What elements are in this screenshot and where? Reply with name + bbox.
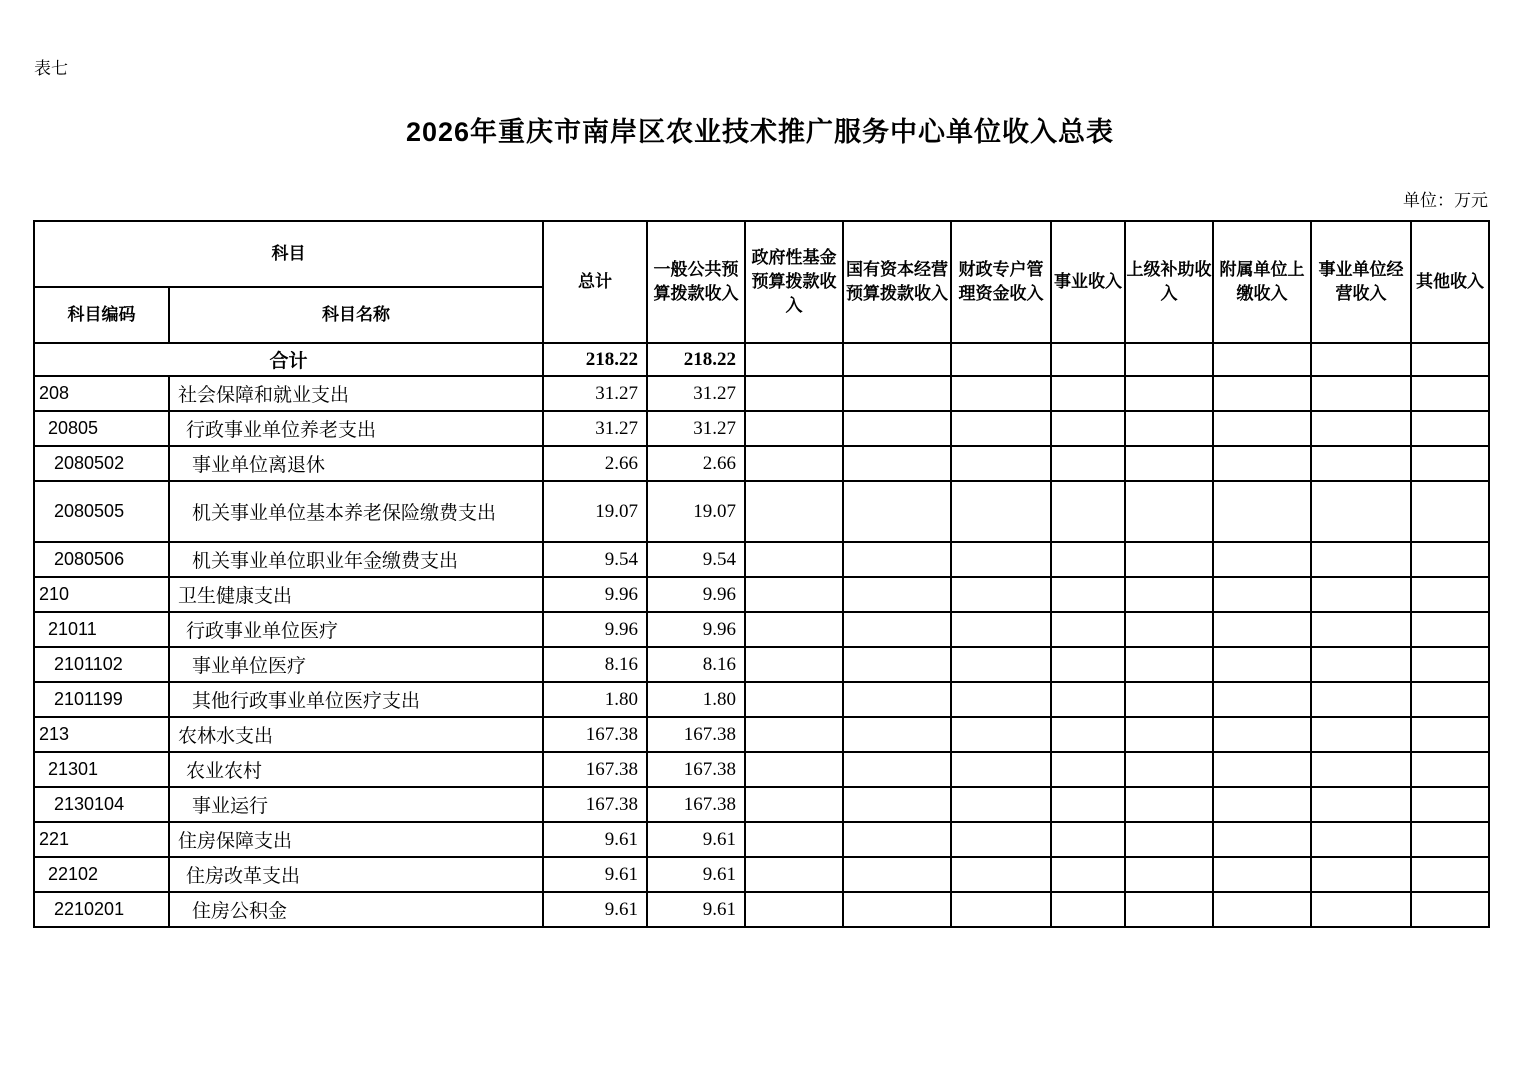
- empty-value-cell: [951, 542, 1051, 577]
- subject-name-cell: 行政事业单位医疗: [169, 612, 543, 647]
- empty-value-cell: [1051, 411, 1125, 446]
- value-cell: 9.61: [543, 857, 647, 892]
- empty-value-cell: [1411, 857, 1489, 892]
- empty-value-cell: [843, 682, 951, 717]
- empty-value-cell: [1411, 343, 1489, 376]
- empty-value-cell: [843, 752, 951, 787]
- header-business-income: 事业收入: [1051, 221, 1125, 343]
- page-title: 2026年重庆市南岸区农业技术推广服务中心单位收入总表: [405, 117, 1115, 147]
- empty-value-cell: [1125, 612, 1213, 647]
- value-cell: 19.07: [543, 481, 647, 542]
- header-general-budget-income: 一般公共预算拨款收入: [647, 221, 745, 343]
- empty-value-cell: [745, 717, 843, 752]
- empty-value-cell: [1051, 717, 1125, 752]
- empty-value-cell: [843, 647, 951, 682]
- empty-value-cell: [1311, 787, 1411, 822]
- value-cell: 9.61: [543, 822, 647, 857]
- value-cell: 167.38: [543, 752, 647, 787]
- empty-value-cell: [745, 612, 843, 647]
- value-cell: 9.96: [543, 612, 647, 647]
- empty-value-cell: [1125, 411, 1213, 446]
- table-number-label: 表七: [34, 59, 68, 78]
- empty-value-cell: [1213, 446, 1311, 481]
- empty-value-cell: [1213, 892, 1311, 927]
- empty-value-cell: [1411, 787, 1489, 822]
- empty-value-cell: [1213, 542, 1311, 577]
- empty-value-cell: [1213, 577, 1311, 612]
- empty-value-cell: [1125, 542, 1213, 577]
- empty-value-cell: [1213, 857, 1311, 892]
- empty-value-cell: [1125, 857, 1213, 892]
- header-state-capital-income: 国有资本经营预算拨款收入: [843, 221, 951, 343]
- header-superior-subsidy-income: 上级补助收入: [1125, 221, 1213, 343]
- table-row: [34, 542, 1489, 577]
- empty-value-cell: [745, 857, 843, 892]
- value-cell: 9.61: [543, 892, 647, 927]
- table-row: [34, 682, 1489, 717]
- subject-name-cell: 事业单位离退休: [169, 446, 543, 481]
- empty-value-cell: [1311, 577, 1411, 612]
- table-row: [34, 857, 1489, 892]
- empty-value-cell: [843, 892, 951, 927]
- empty-value-cell: [1311, 376, 1411, 411]
- empty-value-cell: [745, 682, 843, 717]
- empty-value-cell: [745, 343, 843, 376]
- table-row: [34, 822, 1489, 857]
- table-row: [34, 787, 1489, 822]
- value-cell: 1.80: [543, 682, 647, 717]
- empty-value-cell: [1311, 647, 1411, 682]
- empty-value-cell: [843, 481, 951, 542]
- subject-code-cell: 2210201: [34, 892, 169, 927]
- subject-code-cell: 20805: [34, 411, 169, 446]
- empty-value-cell: [1051, 343, 1125, 376]
- empty-value-cell: [745, 752, 843, 787]
- subject-code-cell: 2101102: [34, 647, 169, 682]
- empty-value-cell: [1411, 892, 1489, 927]
- empty-value-cell: [1051, 612, 1125, 647]
- empty-value-cell: [1411, 376, 1489, 411]
- empty-value-cell: [1411, 446, 1489, 481]
- empty-value-cell: [1213, 682, 1311, 717]
- empty-value-cell: [843, 612, 951, 647]
- table-row: [34, 481, 1489, 542]
- value-cell: 9.96: [543, 577, 647, 612]
- value-cell: 9.96: [647, 577, 745, 612]
- empty-value-cell: [843, 717, 951, 752]
- empty-value-cell: [1051, 577, 1125, 612]
- empty-value-cell: [951, 446, 1051, 481]
- empty-value-cell: [1051, 892, 1125, 927]
- value-cell: 31.27: [647, 376, 745, 411]
- summary-label-cell: 合计: [34, 343, 543, 376]
- empty-value-cell: [745, 411, 843, 446]
- empty-value-cell: [1051, 822, 1125, 857]
- empty-value-cell: [951, 411, 1051, 446]
- empty-value-cell: [1051, 787, 1125, 822]
- empty-value-cell: [951, 752, 1051, 787]
- subject-name-cell: 农业农村: [169, 752, 543, 787]
- income-summary-table: [33, 220, 1490, 928]
- empty-value-cell: [951, 481, 1051, 542]
- empty-value-cell: [1213, 612, 1311, 647]
- empty-value-cell: [1125, 717, 1213, 752]
- empty-value-cell: [1125, 787, 1213, 822]
- value-cell: 19.07: [647, 481, 745, 542]
- table-row: [34, 411, 1489, 446]
- value-cell: 8.16: [543, 647, 647, 682]
- empty-value-cell: [1311, 857, 1411, 892]
- value-cell: 218.22: [647, 343, 745, 376]
- empty-value-cell: [745, 542, 843, 577]
- empty-value-cell: [951, 376, 1051, 411]
- value-cell: 9.61: [647, 822, 745, 857]
- empty-value-cell: [1051, 857, 1125, 892]
- empty-value-cell: [1311, 542, 1411, 577]
- empty-value-cell: [1411, 612, 1489, 647]
- empty-value-cell: [1125, 822, 1213, 857]
- empty-value-cell: [1051, 682, 1125, 717]
- empty-value-cell: [843, 577, 951, 612]
- subject-code-cell: 2080506: [34, 542, 169, 577]
- empty-value-cell: [1411, 577, 1489, 612]
- empty-value-cell: [1213, 376, 1311, 411]
- empty-value-cell: [843, 446, 951, 481]
- empty-value-cell: [843, 787, 951, 822]
- subject-code-cell: 213: [34, 717, 169, 752]
- empty-value-cell: [951, 857, 1051, 892]
- empty-value-cell: [1213, 481, 1311, 542]
- empty-value-cell: [1125, 647, 1213, 682]
- subject-name-cell: 机关事业单位职业年金缴费支出: [169, 542, 543, 577]
- header-operating-income: 事业单位经营收入: [1311, 221, 1411, 343]
- table-row: [34, 892, 1489, 927]
- empty-value-cell: [745, 481, 843, 542]
- empty-value-cell: [951, 822, 1051, 857]
- empty-value-cell: [1125, 752, 1213, 787]
- header-fiscal-account-income: 财政专户管理资金收入: [951, 221, 1051, 343]
- empty-value-cell: [843, 376, 951, 411]
- subject-name-cell: 其他行政事业单位医疗支出: [169, 682, 543, 717]
- subject-code-cell: 208: [34, 376, 169, 411]
- empty-value-cell: [1311, 752, 1411, 787]
- header-affiliated-unit-income: 附属单位上缴收入: [1213, 221, 1311, 343]
- value-cell: 9.96: [647, 612, 745, 647]
- subject-name-cell: 卫生健康支出: [169, 577, 543, 612]
- subject-name-cell: 社会保障和就业支出: [169, 376, 543, 411]
- value-cell: 167.38: [647, 717, 745, 752]
- empty-value-cell: [1311, 892, 1411, 927]
- subject-code-cell: 210: [34, 577, 169, 612]
- empty-value-cell: [1125, 682, 1213, 717]
- subject-code-cell: 221: [34, 822, 169, 857]
- empty-value-cell: [1051, 376, 1125, 411]
- empty-value-cell: [745, 577, 843, 612]
- table-row: [34, 446, 1489, 481]
- value-cell: 167.38: [543, 717, 647, 752]
- empty-value-cell: [1311, 682, 1411, 717]
- empty-value-cell: [1125, 376, 1213, 411]
- subject-name-cell: 行政事业单位养老支出: [169, 411, 543, 446]
- empty-value-cell: [1311, 822, 1411, 857]
- empty-value-cell: [1311, 411, 1411, 446]
- empty-value-cell: [745, 376, 843, 411]
- subject-name-cell: 事业运行: [169, 787, 543, 822]
- value-cell: 8.16: [647, 647, 745, 682]
- value-cell: 2.66: [647, 446, 745, 481]
- empty-value-cell: [843, 822, 951, 857]
- header-total: 总计: [543, 221, 647, 343]
- header-subject-group: 科目: [34, 221, 543, 287]
- value-cell: 9.54: [647, 542, 745, 577]
- value-cell: 31.27: [647, 411, 745, 446]
- empty-value-cell: [1311, 717, 1411, 752]
- empty-value-cell: [1125, 577, 1213, 612]
- header-subject-code: 科目编码: [34, 287, 169, 343]
- table-row: [34, 343, 1489, 376]
- empty-value-cell: [1411, 752, 1489, 787]
- subject-name-cell: 住房公积金: [169, 892, 543, 927]
- empty-value-cell: [1213, 787, 1311, 822]
- empty-value-cell: [1411, 481, 1489, 542]
- empty-value-cell: [951, 787, 1051, 822]
- subject-code-cell: 21301: [34, 752, 169, 787]
- empty-value-cell: [1213, 343, 1311, 376]
- table-row: [34, 752, 1489, 787]
- value-cell: 9.61: [647, 892, 745, 927]
- subject-name-cell: 机关事业单位基本养老保险缴费支出: [169, 481, 543, 542]
- empty-value-cell: [745, 822, 843, 857]
- empty-value-cell: [951, 577, 1051, 612]
- empty-value-cell: [745, 787, 843, 822]
- empty-value-cell: [1051, 752, 1125, 787]
- header-other-income: 其他收入: [1411, 221, 1489, 343]
- subject-name-cell: 住房保障支出: [169, 822, 543, 857]
- header-gov-fund-income: 政府性基金预算拨款收入: [745, 221, 843, 343]
- empty-value-cell: [1051, 542, 1125, 577]
- value-cell: 1.80: [647, 682, 745, 717]
- empty-value-cell: [1411, 717, 1489, 752]
- subject-code-cell: 22102: [34, 857, 169, 892]
- empty-value-cell: [1311, 446, 1411, 481]
- empty-value-cell: [1411, 647, 1489, 682]
- empty-value-cell: [951, 682, 1051, 717]
- value-cell: 167.38: [647, 752, 745, 787]
- empty-value-cell: [1411, 822, 1489, 857]
- empty-value-cell: [1411, 411, 1489, 446]
- empty-value-cell: [1051, 446, 1125, 481]
- empty-value-cell: [1311, 612, 1411, 647]
- table-row: [34, 612, 1489, 647]
- empty-value-cell: [951, 647, 1051, 682]
- table-row: [34, 717, 1489, 752]
- empty-value-cell: [1311, 481, 1411, 542]
- empty-value-cell: [1213, 752, 1311, 787]
- empty-value-cell: [1213, 647, 1311, 682]
- subject-code-cell: 21011: [34, 612, 169, 647]
- value-cell: 2.66: [543, 446, 647, 481]
- value-cell: 31.27: [543, 376, 647, 411]
- empty-value-cell: [1411, 682, 1489, 717]
- empty-value-cell: [951, 612, 1051, 647]
- unit-label: 单位：万元: [1403, 191, 1488, 210]
- value-cell: 167.38: [647, 787, 745, 822]
- empty-value-cell: [951, 717, 1051, 752]
- empty-value-cell: [1411, 542, 1489, 577]
- table-row: [34, 647, 1489, 682]
- value-cell: 31.27: [543, 411, 647, 446]
- subject-code-cell: 2080505: [34, 481, 169, 542]
- subject-code-cell: 2080502: [34, 446, 169, 481]
- empty-value-cell: [1125, 892, 1213, 927]
- empty-value-cell: [1051, 647, 1125, 682]
- empty-value-cell: [745, 892, 843, 927]
- empty-value-cell: [1125, 481, 1213, 542]
- empty-value-cell: [1125, 343, 1213, 376]
- empty-value-cell: [745, 647, 843, 682]
- value-cell: 9.54: [543, 542, 647, 577]
- empty-value-cell: [843, 542, 951, 577]
- empty-value-cell: [1125, 446, 1213, 481]
- subject-name-cell: 农林水支出: [169, 717, 543, 752]
- empty-value-cell: [843, 343, 951, 376]
- empty-value-cell: [1213, 717, 1311, 752]
- empty-value-cell: [745, 446, 843, 481]
- subject-name-cell: 住房改革支出: [169, 857, 543, 892]
- empty-value-cell: [1051, 481, 1125, 542]
- value-cell: 167.38: [543, 787, 647, 822]
- empty-value-cell: [843, 411, 951, 446]
- subject-code-cell: 2101199: [34, 682, 169, 717]
- empty-value-cell: [1213, 822, 1311, 857]
- header-subject-name: 科目名称: [169, 287, 543, 343]
- value-cell: 218.22: [543, 343, 647, 376]
- subject-code-cell: 2130104: [34, 787, 169, 822]
- empty-value-cell: [951, 343, 1051, 376]
- empty-value-cell: [1213, 411, 1311, 446]
- empty-value-cell: [843, 857, 951, 892]
- subject-name-cell: 事业单位医疗: [169, 647, 543, 682]
- empty-value-cell: [1311, 343, 1411, 376]
- table-row: [34, 376, 1489, 411]
- value-cell: 9.61: [647, 857, 745, 892]
- empty-value-cell: [951, 892, 1051, 927]
- table-row: [34, 577, 1489, 612]
